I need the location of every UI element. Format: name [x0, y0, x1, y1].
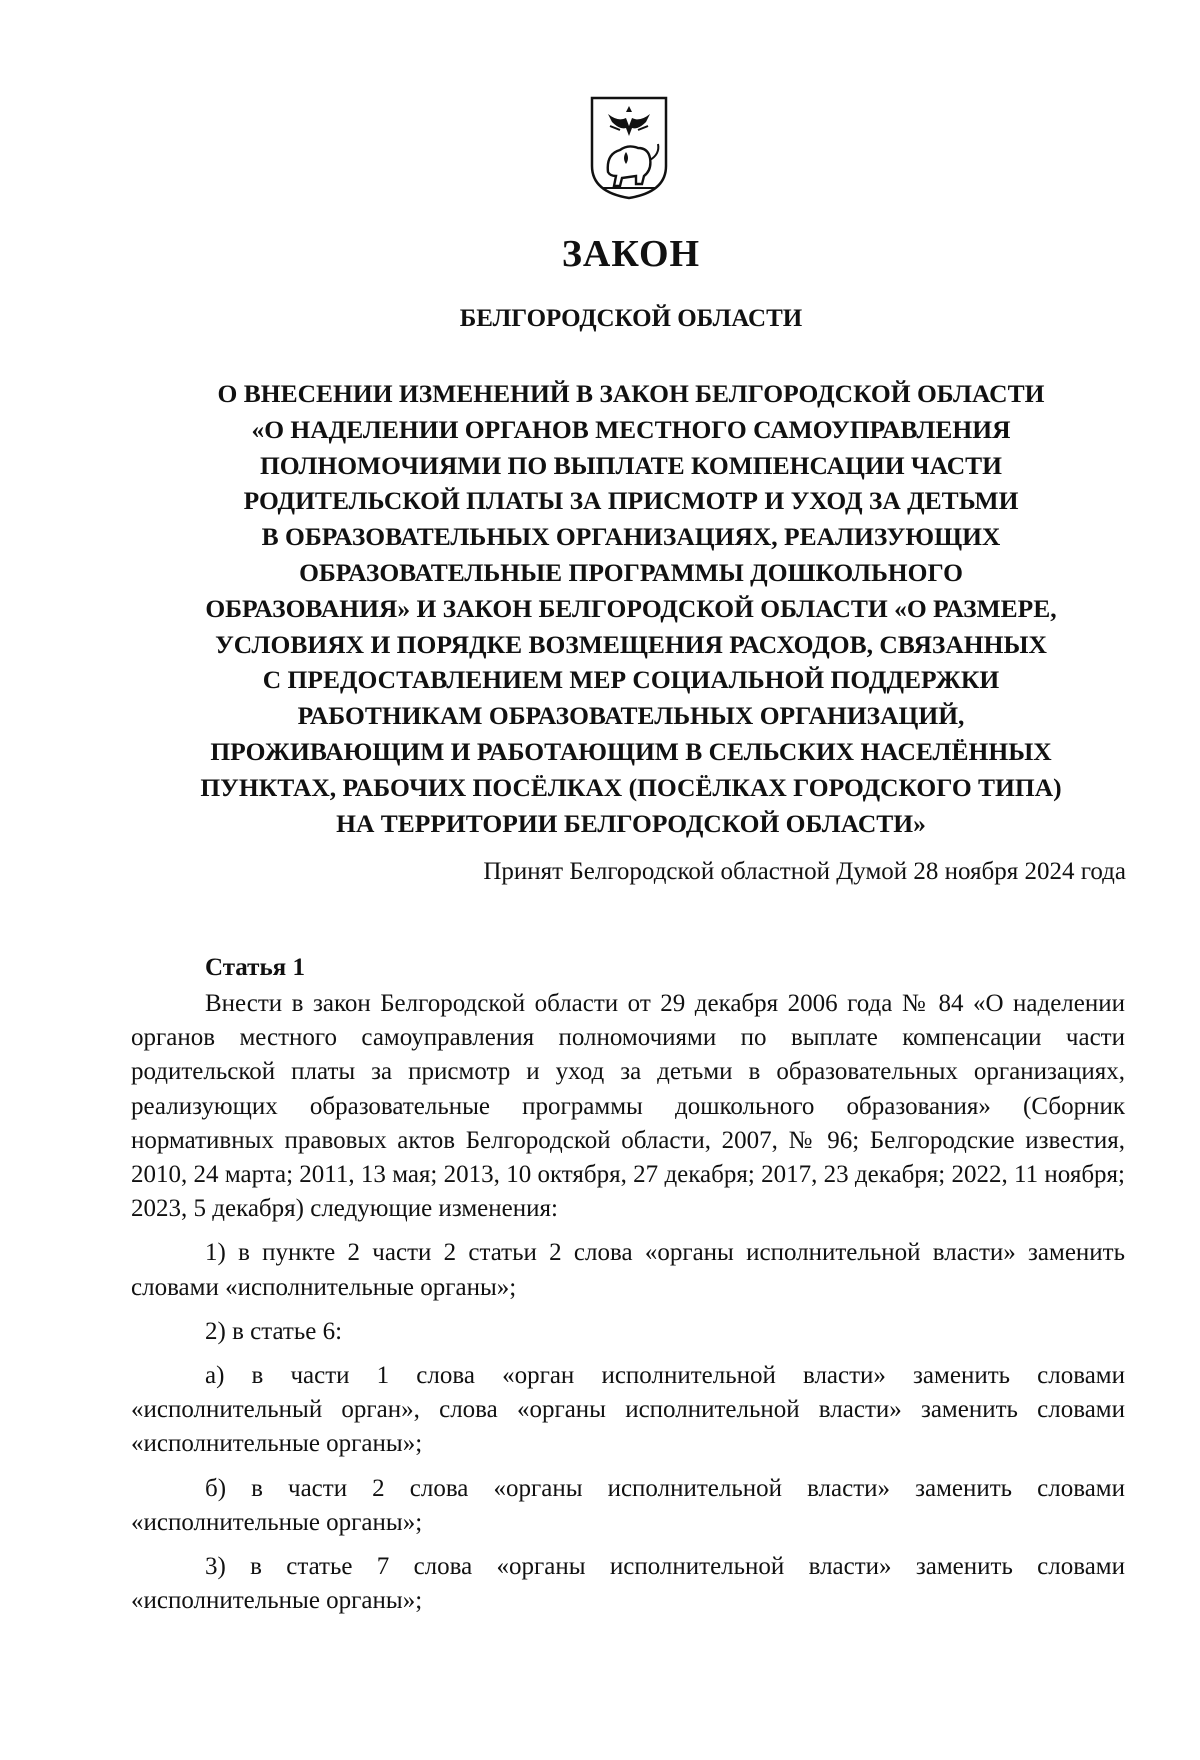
subject-line: С ПРЕДОСТАВЛЕНИЕМ МЕР СОЦИАЛЬНОЙ ПОДДЕРЖКИ — [262, 665, 1000, 695]
subject-line: В ОБРАЗОВАТЕЛЬНЫХ ОРГАНИЗАЦИЯХ, РЕАЛИЗУЮЩИХ — [261, 522, 1001, 552]
subject-line: ПРОЖИВАЮЩИМ И РАБОТАЮЩИМ В СЕЛЬСКИХ НАСЕЛЁННЫХ — [210, 736, 1052, 766]
subject-line: ОБРАЗОВАНИЯ» И ЗАКОН БЕЛГОРОДСКОЙ ОБЛАСТИ «О РАЗМЕРЕ, — [205, 593, 1057, 623]
article-paragraph: 1) в пункте 2 части 2 статьи 2 слова «органы исполнительной власти» заменить словами «исполнительные органы»; — [131, 1239, 1125, 1301]
subject-line: РОДИТЕЛЬСКОЙ ПЛАТЫ ЗА ПРИСМОТР И УХОД ЗА ДЕТЬМИ — [243, 486, 1019, 516]
subject-line: УСЛОВИЯХ И ПОРЯДКЕ ВОЗМЕЩЕНИЯ РАСХОДОВ, СВЯЗАННЫХ — [215, 629, 1047, 659]
article-paragraph: Внести в закон Белгородской области от 29 декабря 2006 года № 84 «О наделении органов местного самоуправления полномочиями по выплате компенсации части родительской платы за присмотр и уход за детьми в образовательных организациях, реализующих образовательные программы дошкольного образования» (Сборник нормативных правовых актов Белгородской области, 2007, № 96; Белгородские известия, 2010, 24 марта; 2011, 13 мая; 2013, 10 октября, 27 декабря; 2017, 23 декабря; 2022, 11 ноября; 2023, 5 декабря) следующие изменения: — [131, 990, 1125, 1223]
subject-line: ПОЛНОМОЧИЯМИ ПО ВЫПЛАТЕ КОМПЕНСАЦИИ ЧАСТИ — [259, 450, 1003, 480]
subject-line: РАБОТНИКАМ ОБРАЗОВАТЕЛЬНЫХ ОРГАНИЗАЦИЙ, — [297, 701, 965, 731]
coat-of-arms-icon — [586, 92, 672, 202]
article-paragraph: 3) в статье 7 слова «органы исполнительной власти» заменить словами «исполнительные органы»; — [131, 1553, 1125, 1615]
subject-line: ОБРАЗОВАТЕЛЬНЫЕ ПРОГРАММЫ ДОШКОЛЬНОГО — [299, 557, 963, 587]
article-heading: Статья 1 — [205, 954, 305, 981]
article-paragraph: 2) в статье 6: — [205, 1317, 343, 1345]
law-subject — [140, 376, 1122, 841]
article-paragraph: б) в части 2 слова «органы исполнительной власти» заменить словами «исполнительные органы»; — [131, 1474, 1125, 1536]
subject-line: «О НАДЕЛЕНИИ ОРГАНОВ МЕСТНОГО САМОУПРАВЛЕНИЯ — [251, 414, 1011, 444]
region-title: БЕЛГОРОДСКОЙ ОБЛАСТИ — [459, 305, 803, 332]
subject-line: НА ТЕРРИТОРИИ БЕЛГОРОДСКОЙ ОБЛАСТИ» — [336, 808, 926, 838]
article-paragraph: а) в части 1 слова «орган исполнительной власти» заменить словами «исполнительный орган», слова «органы исполнительной власти» заменить словами «исполнительные органы»; — [131, 1362, 1125, 1458]
article-body — [131, 987, 1125, 1618]
subject-line: О ВНЕСЕНИИ ИЗМЕНЕНИЙ В ЗАКОН БЕЛГОРОДСКОЙ ОБЛАСТИ — [217, 379, 1045, 408]
adoption-note: Принят Белгородской областной Думой 28 ноября 2024 года — [483, 858, 1126, 885]
subject-line: ПУНКТАХ, РАБОЧИХ ПОСЁЛКАХ (ПОСЁЛКАХ ГОРОДСКОГО ТИПА) — [200, 772, 1062, 802]
law-title: ЗАКОН — [561, 233, 701, 275]
